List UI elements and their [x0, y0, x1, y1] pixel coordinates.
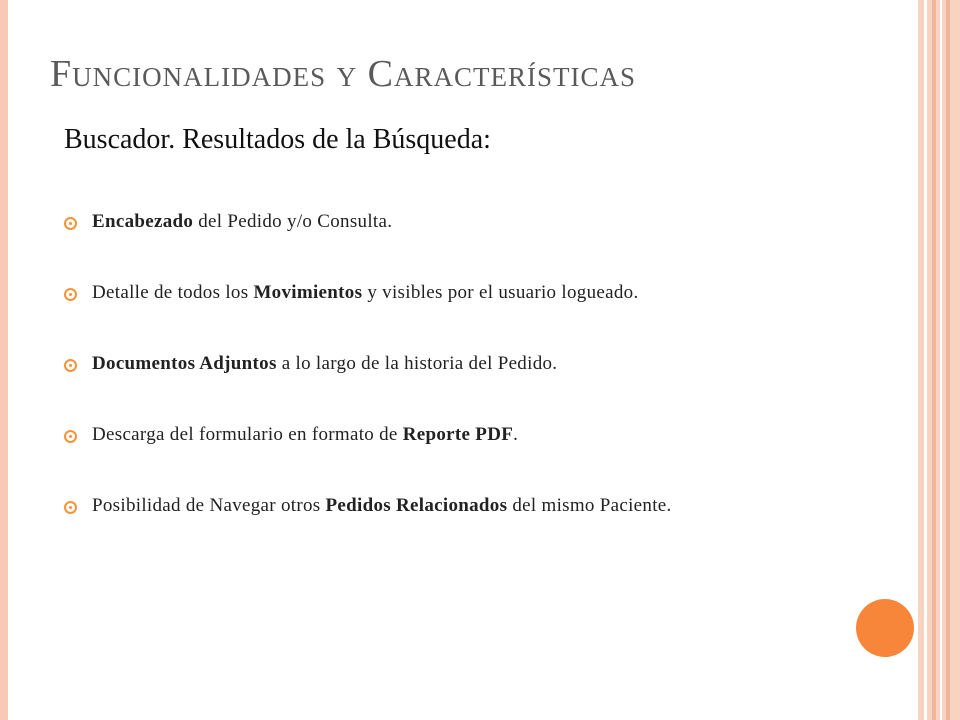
bullet-item	[64, 494, 864, 518]
accent-circle-decoration	[856, 599, 914, 657]
slide-title: Funcionalidades y Características	[50, 53, 636, 95]
bullet-text-bold: Movimientos	[253, 282, 363, 303]
bullet-text-bold: Pedidos Relacionados	[325, 495, 508, 516]
bullet-item	[64, 210, 864, 234]
bullet-text-post: del mismo Paciente.	[507, 495, 672, 516]
bullet-text-pre: Detalle de todos los	[92, 282, 254, 303]
ring-bullet-icon	[64, 217, 77, 230]
bullet-text-pre: Posibilidad de Navegar otros	[92, 495, 326, 516]
bullet-text-pre: Descarga del formulario en formato de	[92, 424, 403, 445]
ring-bullet-icon	[64, 430, 77, 443]
bullet-item	[64, 352, 864, 376]
bullet-text-bold: Reporte PDF	[402, 424, 514, 445]
ring-bullet-icon	[64, 359, 77, 372]
bullet-text-post: del Pedido y/o Consulta.	[193, 211, 393, 232]
ring-bullet-icon	[64, 501, 77, 514]
bullet-item	[64, 423, 864, 447]
bullet-text-post: y visibles por el usuario logueado.	[362, 282, 639, 303]
slide-subtitle: Buscador. Resultados de la Búsqueda:	[64, 124, 491, 155]
right-border-decoration	[918, 0, 960, 720]
bullet-text-bold: Documentos Adjuntos	[92, 353, 277, 374]
bullet-list	[64, 210, 864, 565]
left-border-decoration	[0, 0, 8, 720]
bullet-text-post: a lo largo de la historia del Pedido.	[276, 353, 558, 374]
bullet-text-post: .	[513, 424, 519, 445]
ring-bullet-icon	[64, 288, 77, 301]
bullet-text-bold: Encabezado	[92, 211, 194, 232]
bullet-item	[64, 281, 864, 305]
